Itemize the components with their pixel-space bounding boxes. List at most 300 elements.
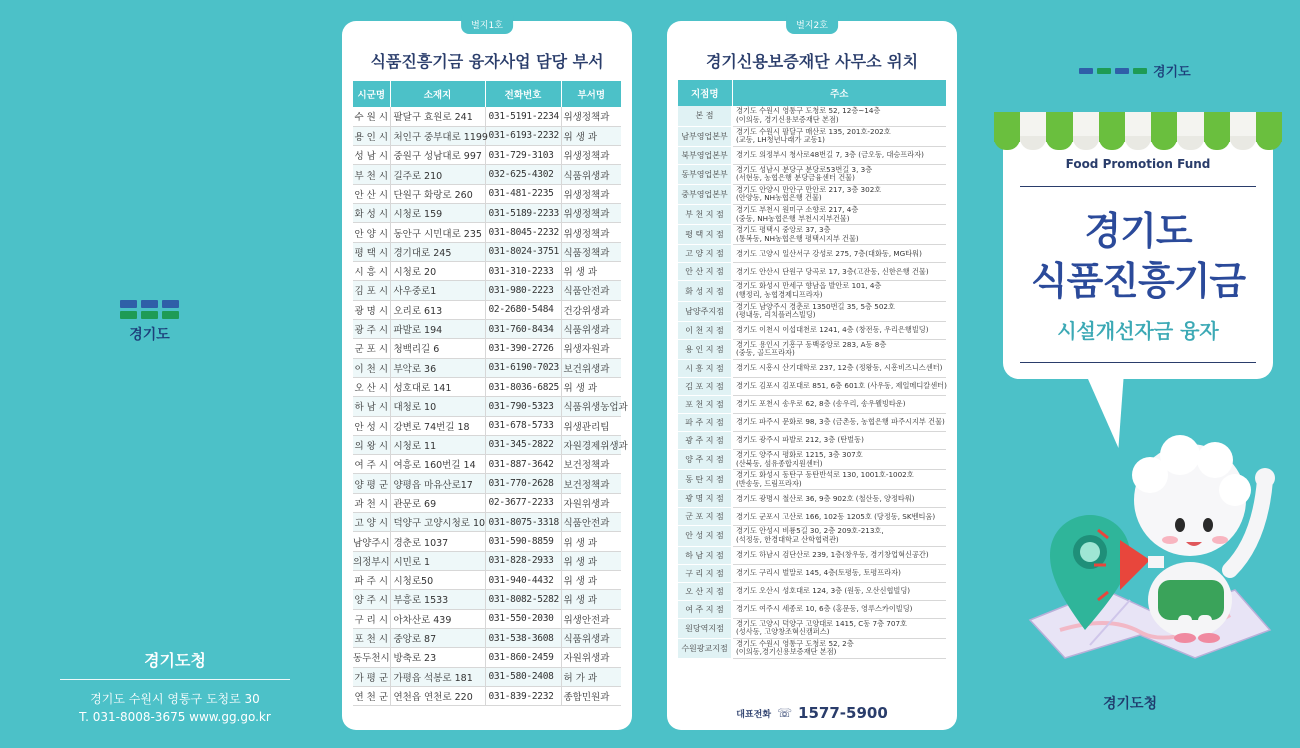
office-name-cell: 군 포 지 점 [678,508,732,526]
office-address-cell [732,470,946,490]
city-cell: 성 남 시 [353,146,390,165]
address-detail-line: (성사동, 고양창조혁신캠퍼스) [736,627,830,637]
city-cell: 안 양 시 [353,223,390,242]
phone-cell: 031-6190-7023 [485,358,561,377]
rep-phone-number: 1577-5900 [798,704,888,722]
table-row [353,165,621,184]
address-cell: 강변로 74번길 18 [390,416,485,435]
table-row [678,618,946,638]
city-cell: 가 평 군 [353,667,390,686]
address-line: 경기도 이천시 이섭대천로 1241, 4층 (창전동, 우리은행빌딩) [736,325,929,335]
office-address-cell [732,184,946,204]
rep-phone-label: 대표전화 [736,709,772,720]
table-row [353,609,621,628]
office-name-cell: 파 주 지 점 [678,414,732,432]
phone-cell: 031-590-8859 [485,532,561,551]
org-address: 경기도 수원시 영통구 도청로 30 [90,692,260,706]
dept-cell: 식품위생과 [561,628,621,647]
table-row [353,262,621,281]
address-detail-line: (안양동, NH농협은행 건물) [736,193,822,203]
address-line: 경기도 화성시 만세구 향남읍 발안로 101, 4층 [736,281,882,291]
address-cell: 연천읍 연천로 220 [390,686,485,705]
department-table [353,81,628,706]
city-cell: 평 택 시 [353,242,390,261]
table-row [353,571,621,590]
address-cell: 덕양구 고양시청로 10 [390,513,485,532]
table-row [678,281,946,301]
office-name-cell: 고 양 지 점 [678,245,732,263]
table-row [678,205,946,225]
dept-cell: 보건위생과 [561,358,621,377]
address-line: 경기도 시흥시 산기대학로 237, 12층 (정왕동, 시흥비즈니스센터) [736,363,943,373]
phone-cell: 031-538-3608 [485,628,561,647]
table-row [678,146,946,164]
office-name-cell: 여 주 지 점 [678,600,732,618]
address-line: 경기도 의정부시 청사로48번길 7, 3층 (금오동, 대승프라자) [736,149,924,159]
office-address-cell [732,146,946,164]
address-cell: 관문로 69 [390,493,485,512]
office-address-cell [732,600,946,618]
address-line: 경기도 포천시 송우로 62, 8층 (송우리, 송우웰빙타운) [736,399,906,409]
office-address-cell [732,360,946,378]
office-address-cell [732,396,946,414]
office-name-cell: 김 포 지 점 [678,378,732,396]
office-name-cell: 하 남 지 점 [678,546,732,564]
office-address-cell [732,321,946,339]
address-line: 경기도 김포시 김포대로 851, 6층 601호 (사우동, 제일메디칼센터) [736,381,947,391]
phone-cell: 031-839-2232 [485,686,561,705]
table-row [353,300,621,319]
table-row [353,628,621,647]
address-line: 경기도 구리시 벌말로 145, 4층(토평동, 토평프라자) [736,567,901,577]
phone-cell: 031-8082-5282 [485,590,561,609]
table-header-row [353,81,621,107]
city-cell: 여 주 시 [353,455,390,474]
city-cell: 군 포 시 [353,339,390,358]
representative-phone [667,704,957,722]
card-title: 경기신용보증재단 사무소 위치 [705,52,919,71]
table-row [353,281,621,300]
dept-cell: 위 생 과 [561,126,621,145]
logo-text: 경기도 [1153,65,1191,80]
table-row [678,225,946,245]
city-cell: 구 리 시 [353,609,390,628]
office-name-cell: 북부영업본부 [678,146,732,164]
dept-cell: 위 생 과 [561,262,621,281]
table-row [678,564,946,582]
office-address-cell [732,281,946,301]
office-name-cell: 남양주지점 [678,301,732,321]
table-row [678,546,946,564]
address-line: 경기도 광명시 철산로 36, 9층 902호 (철산동, 양정타워) [736,493,915,503]
table-row [353,435,621,454]
address-cell: 경춘로 1037 [390,532,485,551]
dept-cell: 허 가 과 [561,667,621,686]
office-address-cell [732,245,946,263]
phone-cell: 031-678-5733 [485,416,561,435]
dept-cell: 식품안전과 [561,281,621,300]
dept-cell: 위 생 과 [561,571,621,590]
phone-cell: 031-760-8434 [485,319,561,338]
fund-subtitle-en: Food Promotion Fund [1065,157,1211,171]
table-row [678,450,946,470]
address-detail-line: (중동, NH농협은행 부천시지부건물) [736,213,850,223]
table-row [678,490,946,508]
address-cell: 여흥로 160번길 14 [390,455,485,474]
office-name-cell: 용 인 지 점 [678,339,732,359]
table-row [353,107,621,126]
phone-cell: 031-5189-2233 [485,204,561,223]
address-cell: 양평읍 마유산로17 [390,474,485,493]
address-cell: 팔달구 효원로 241 [390,107,485,126]
city-cell: 의 왕 시 [353,435,390,454]
table-row [353,532,621,551]
office-name-cell: 부 천 지 점 [678,205,732,225]
office-address-cell [732,301,946,321]
office-address-cell [732,490,946,508]
office-name-cell: 본 점 [678,106,732,126]
org-contact: T. 031-8008-3675 www.gg.go.kr [79,710,271,724]
table-row [678,470,946,490]
table-row [678,378,946,396]
office-card [667,21,957,730]
phone-cell: 031-5191-2234 [485,107,561,126]
phone-cell: 031-481-2235 [485,184,561,203]
office-address-cell [732,618,946,638]
dept-cell: 위생정책과 [561,146,621,165]
office-name-cell: 동부영업본부 [678,164,732,184]
city-cell: 연 천 군 [353,686,390,705]
table-row [353,146,621,165]
table-row [353,339,621,358]
office-address-cell [732,126,946,146]
dept-cell: 자원경제위생과 [561,435,621,454]
city-cell: 부 천 시 [353,165,390,184]
phone-cell: 031-940-4432 [485,571,561,590]
address-cell: 처인구 중부대로 1199 [390,126,485,145]
office-name-cell: 수원광교지점 [678,638,732,658]
table-row [353,493,621,512]
address-detail-line: (석정동, 한경대학교 산학협력관) [736,534,839,544]
city-cell: 안 성 시 [353,416,390,435]
gyeonggi-logo [120,300,179,344]
address-line: 경기도 하남시 검단산로 239, 1층(창우동, 경기창업혁신공간) [736,549,929,559]
city-cell: 이 천 시 [353,358,390,377]
office-address-cell [732,450,946,470]
address-cell: 단원구 화랑로 260 [390,184,485,203]
col-header-city: 시군명 [353,81,390,107]
table-row [353,242,621,261]
table-row [678,321,946,339]
table-header-row [678,80,946,106]
address-cell: 청백리길 6 [390,339,485,358]
office-address-cell [732,106,946,126]
address-detail-line: (평내동, 리치플러스빌딩) [736,310,816,320]
city-cell: 안 산 시 [353,184,390,203]
col-header-address: 주소 [732,80,946,106]
city-cell: 광 명 시 [353,300,390,319]
phone-cell: 031-860-2459 [485,648,561,667]
dept-cell: 위생정책과 [561,107,621,126]
dept-cell: 위생관리팀 [561,416,621,435]
table-row [353,590,621,609]
table-row [353,319,621,338]
address-line: 경기도 안성시 비룡5길 30, 2층 209호-213호, [736,526,884,536]
city-cell: 용 인 시 [353,126,390,145]
office-address-cell [732,582,946,600]
phone-cell: 02-3677-2233 [485,493,561,512]
divider [1020,186,1256,187]
office-address-cell [732,564,946,582]
dept-cell: 건강위생과 [561,300,621,319]
cover-title-line2: 식품진흥기금 [1030,259,1246,303]
address-cell: 아차산로 439 [390,609,485,628]
city-cell: 하 남 시 [353,397,390,416]
city-cell: 동두천시 [353,648,390,667]
address-line: 경기도 고양시 일산서구 강성로 275, 7층(대화동, MG타워) [736,248,922,258]
city-cell: 오 산 시 [353,377,390,396]
address-cell: 대청로 10 [390,397,485,416]
office-address-cell [732,638,946,658]
address-line: 경기도 부천시 원미구 소향로 217, 4층 [736,205,859,215]
dept-cell: 위생정책과 [561,223,621,242]
office-table [678,80,946,659]
dept-cell: 위생정책과 [561,204,621,223]
card-tag: 별지2호 [786,15,838,34]
dept-cell: 식품안전과 [561,513,621,532]
phone-cell: 02-2680-5484 [485,300,561,319]
table-row [678,526,946,546]
logo-mark [1079,68,1147,74]
table-row [678,508,946,526]
table-row [353,397,621,416]
office-name-cell: 동 탄 지 점 [678,470,732,490]
address-cell: 중원구 성남대로 997 [390,146,485,165]
phone-cell: 031-8036-6825 [485,377,561,396]
address-cell: 부악로 36 [390,358,485,377]
phone-cell: 031-770-2628 [485,474,561,493]
office-name-cell: 구 리 지 점 [678,564,732,582]
address-detail-line: (서현동, 농협은행 분당금융센터 건물) [736,173,855,183]
office-address-cell [732,225,946,245]
logo-text: 경기도 [129,327,170,343]
office-address-cell [732,508,946,526]
address-detail-line: (중동, 골드프라자) [736,348,795,358]
office-name-cell: 안 산 지 점 [678,263,732,281]
col-header-dept: 부서명 [561,81,621,107]
city-cell: 과 천 시 [353,493,390,512]
address-line: 경기도 안산시 단원구 당곡로 17, 3층(고잔동, 신한은행 건물) [736,266,929,276]
phone-cell: 031-580-2408 [485,667,561,686]
address-cell: 경기대로 245 [390,242,485,261]
office-name-cell: 원당역지점 [678,618,732,638]
address-line: 경기도 군포시 고산로 166, 102동 1205호 (당정동, SK벤티움) [736,511,936,521]
address-cell: 방축로 23 [390,648,485,667]
office-address-cell [732,263,946,281]
table-row [678,263,946,281]
left-org-info [60,648,290,726]
table-row [678,245,946,263]
col-header-address: 소재지 [390,81,485,107]
cover-subtitle: 시설개선자금 융자 [1057,319,1219,343]
phone-cell: 031-345-2822 [485,435,561,454]
card-tag: 별지1호 [461,15,513,34]
address-line: 경기도 화성시 동탄구 동탄반석로 130, 1001호-1002호 [736,470,914,480]
address-cell: 동안구 시민대로 235 [390,223,485,242]
office-name-cell: 남부영업본부 [678,126,732,146]
org-name: 경기도청 [144,651,206,670]
address-line: 경기도 용인시 기흥구 동백중앙로 283, A동 8층 [736,339,887,349]
office-address-cell [732,546,946,564]
table-row [353,223,621,242]
office-address-cell [732,378,946,396]
table-row [353,184,621,203]
address-line: 경기도 파주시 문화로 98, 3층 (금촌동, 농협은행 파주시지부 건물) [736,417,945,427]
city-cell: 시 흥 시 [353,262,390,281]
office-address-cell [732,205,946,225]
dept-cell: 식품위생과 [561,165,621,184]
city-cell: 화 성 시 [353,204,390,223]
office-name-cell: 평 택 지 점 [678,225,732,245]
office-name-cell: 양 주 지 점 [678,450,732,470]
address-cell: 시민로 1 [390,551,485,570]
table-row [353,358,621,377]
phone-cell: 031-390-2726 [485,339,561,358]
dept-cell: 자원위생과 [561,493,621,512]
address-cell: 시청로 20 [390,262,485,281]
table-row [678,164,946,184]
address-line: 경기도 수원시 팔달구 매산로 135, 201호-202호 [736,126,891,136]
phone-cell: 032-625-4302 [485,165,561,184]
table-row [353,474,621,493]
table-row [678,184,946,204]
address-detail-line: (산북동, 섬유종합지원센터) [736,458,823,468]
table-row [678,600,946,618]
address-line: 경기도 수원시 영통구 도청로 52, 12층~14층 [736,106,881,116]
phone-cell: 031-980-2223 [485,281,561,300]
phone-cell: 031-828-2933 [485,551,561,570]
phone-cell: 031-310-2233 [485,262,561,281]
office-name-cell: 광 명 지 점 [678,490,732,508]
address-cell: 길주로 210 [390,165,485,184]
phone-cell: 031-6193-2232 [485,126,561,145]
dept-cell: 위 생 과 [561,551,621,570]
table-row [678,638,946,658]
table-row [678,396,946,414]
address-detail-line: (교동, LH청년나래가 교동1) [736,135,825,145]
dept-cell: 식품위생과 [561,319,621,338]
office-name-cell: 이 천 지 점 [678,321,732,339]
city-cell: 의정부시 [353,551,390,570]
table-row [353,667,621,686]
city-cell: 수 원 시 [353,107,390,126]
dept-cell: 위생정책과 [561,184,621,203]
address-cell: 시청로 11 [390,435,485,454]
address-cell: 시청로 159 [390,204,485,223]
office-name-cell: 포 천 지 점 [678,396,732,414]
table-row [353,648,621,667]
office-address-cell [732,432,946,450]
address-detail-line: (반송동, 드림프라자) [736,478,802,488]
phone-cell: 031-8075-3318 [485,513,561,532]
dept-cell: 보건정책과 [561,474,621,493]
table-row [678,106,946,126]
address-line: 경기도 남양주시 경춘로 1350번길 35, 5층 502호 [736,301,895,311]
address-line: 경기도 양주시 평화로 1215, 3층 307호 [736,450,863,459]
table-row [353,126,621,145]
table-row [678,339,946,359]
dept-cell: 보건정책과 [561,455,621,474]
address-cell: 파발로 194 [390,319,485,338]
table-row [678,414,946,432]
table-row [353,377,621,396]
table-row [678,582,946,600]
address-detail-line: (이의동,경기신용보증재단 본점) [736,647,837,657]
phone-cell: 031-887-3642 [485,455,561,474]
office-address-cell [732,526,946,546]
city-cell: 남양주시 [353,532,390,551]
dept-cell: 위 생 과 [561,377,621,396]
phone-cell: 031-790-5323 [485,397,561,416]
table-row [678,432,946,450]
table-row [678,360,946,378]
phone-cell: 031-729-3103 [485,146,561,165]
address-cell: 시청로50 [390,571,485,590]
office-name-cell: 중부영업본부 [678,184,732,204]
divider [60,679,290,680]
dept-cell: 자원위생과 [561,648,621,667]
col-header-phone: 전화번호 [485,81,561,107]
col-header-office: 지점명 [678,80,732,106]
address-line: 경기도 안양시 만안구 만안로 217, 3층 302호 [736,184,882,194]
address-cell: 사우중로1 [390,281,485,300]
office-name-cell: 오 산 지 점 [678,582,732,600]
address-line: 경기도 수원시 영통구 도청로 52, 2층 [736,638,854,648]
address-line: 경기도 평택시 중앙로 37, 3층 [736,225,831,235]
city-cell: 김 포 시 [353,281,390,300]
awning-scallop [994,136,1282,150]
address-line: 경기도 광주시 파발로 212, 3층 (탄벌동) [736,435,864,445]
office-name-cell: 광 주 지 점 [678,432,732,450]
address-cell: 중앙로 87 [390,628,485,647]
city-cell: 광 주 시 [353,319,390,338]
phone-cell: 031-8045-2232 [485,223,561,242]
city-cell: 고 양 시 [353,513,390,532]
dept-cell: 위생안전과 [561,609,621,628]
address-cell: 오리로 613 [390,300,485,319]
cover-org-name: 경기도청 [1103,696,1158,712]
mascot-illustration [1020,420,1280,660]
gyeonggi-logo [1079,61,1191,80]
table-row [353,204,621,223]
city-cell: 양 주 시 [353,590,390,609]
address-line: 경기도 성남시 분당구 분당로53번길 3, 3층 [736,164,873,174]
logo-mark [120,300,179,308]
dept-cell: 위 생 과 [561,532,621,551]
office-name-cell: 시 흥 지 점 [678,360,732,378]
office-address-cell [732,414,946,432]
card-title: 식품진흥기금 융자사업 담당 부서 [370,52,604,71]
table-row [353,551,621,570]
phone-icon: ☏ [777,706,793,720]
address-detail-line: (통복동, NH농협은행 평택시지부 건물) [736,233,859,243]
address-cell: 성호대로 141 [390,377,485,396]
dept-cell: 식품위생농업과 [561,397,621,416]
dept-cell: 위생자원과 [561,339,621,358]
table-row [353,455,621,474]
phone-cell: 031-8024-3751 [485,242,561,261]
address-cell: 가평읍 석봉로 181 [390,667,485,686]
